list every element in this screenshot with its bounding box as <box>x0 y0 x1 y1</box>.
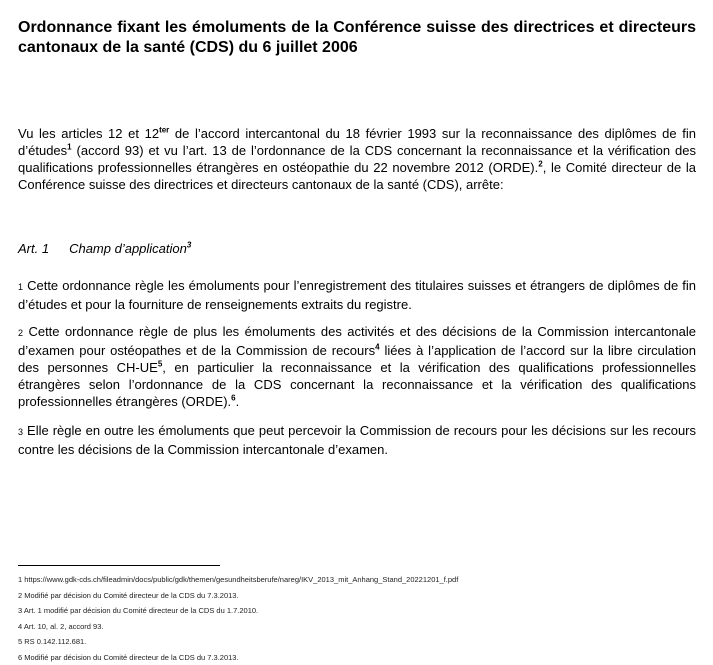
ter-superscript: ter <box>159 126 169 135</box>
paragraph-3 <box>18 422 696 458</box>
article-heading <box>18 241 191 256</box>
preamble <box>18 125 696 193</box>
paragraph-2 <box>18 323 696 410</box>
paragraph-3-text: Elle règle en outre les émoluments que peut percevoir la Commission de recours pour les décisions sur les recours contre les décisions de la Commission intercantonale d’examen. <box>18 423 696 457</box>
footnote-1[interactable]: 1 https://www.gdk-cds.ch/fileadmin/docs/public/gdk/themen/gesundheitsberufe/nareg/IKV_2013_mit_Anhang_Stand_20221201_f.pdf <box>18 572 698 588</box>
paragraph-2-text-d: . <box>236 394 240 409</box>
article-number: Art. 1 <box>18 241 49 256</box>
footnote-6: 6 Modifié par décision du Comité directeur de la CDS du 7.3.2013. <box>18 650 698 665</box>
footnote-3: 3 Art. 1 modifié par décision du Comité directeur de la CDS du 1.7.2010. <box>18 603 698 619</box>
article-title: Champ d’application <box>69 241 187 256</box>
paragraph-number-3: 3 <box>18 427 23 437</box>
preamble-text-4: , le Comité directeur de la Conférence suisse des directrices et directeurs cantonaux de la santé (CDS), arrête: <box>18 160 696 192</box>
footnote-ref-1[interactable]: 1 <box>67 143 71 152</box>
footnote-ref-5[interactable]: 5 <box>158 360 162 369</box>
paragraph-number-1: 1 <box>18 282 23 292</box>
footnote-2: 2 Modifié par décision du Comité directeur de la CDS du 7.3.2013. <box>18 588 698 604</box>
footnotes-list <box>18 572 698 665</box>
footnote-ref-6[interactable]: 6 <box>231 394 235 403</box>
footnote-ref-2[interactable]: 2 <box>538 160 542 169</box>
paragraph-number-2: 2 <box>18 328 23 338</box>
preamble-text-3: (accord 93) et vu l’art. 13 de l’ordonnance de la CDS concernant la reconnaissance et la vérification des qualifications professionnelles étrangères en ostéopathie du 22 novembre 2012 (ORDE). <box>18 143 696 175</box>
footnote-separator <box>18 565 220 566</box>
footnote-ref-3[interactable]: 3 <box>187 241 191 250</box>
preamble-text-2: de l’accord intercantonal du 18 février 1993 sur la reconnaissance des diplômes de fin d’études <box>18 126 696 158</box>
footnote-ref-4[interactable]: 4 <box>375 343 379 352</box>
footnote-5: 5 RS 0.142.112.681. <box>18 634 698 650</box>
preamble-text-1: Vu les articles 12 et 12 <box>18 126 159 141</box>
paragraph-1 <box>18 277 696 313</box>
footnote-4: 4 Art. 10, al. 2, accord 93. <box>18 619 698 635</box>
document-title: Ordonnance fixant les émoluments de la Conférence suisse des directrices et directeurs cantonaux de la santé (CDS) du 6 juillet 2006 <box>18 18 696 58</box>
paragraph-2-text-c: , en particulier la reconnaissance et la vérification des qualifications professionnelles étrangères selon l’ordonnance de la CDS concernant la reconnaissance et la vérification des qualifications professionnelles étrangères (ORDE). <box>18 360 696 409</box>
paragraph-2-text-a: Cette ordonnance règle de plus les émoluments des activités et des décisions de la Commission intercantonale d’examen pour ostéopathes et de la Commission de recours <box>18 324 696 358</box>
paragraph-2-text-b: liées à l’application de l’accord sur la libre circulation des personnes CH-UE <box>18 343 696 375</box>
paragraph-1-text: Cette ordonnance règle les émoluments pour l’enregistrement des titulaires suisses et étrangers de diplômes de fin d’études et pour la fourniture de renseignements extraits du registre. <box>18 278 696 312</box>
